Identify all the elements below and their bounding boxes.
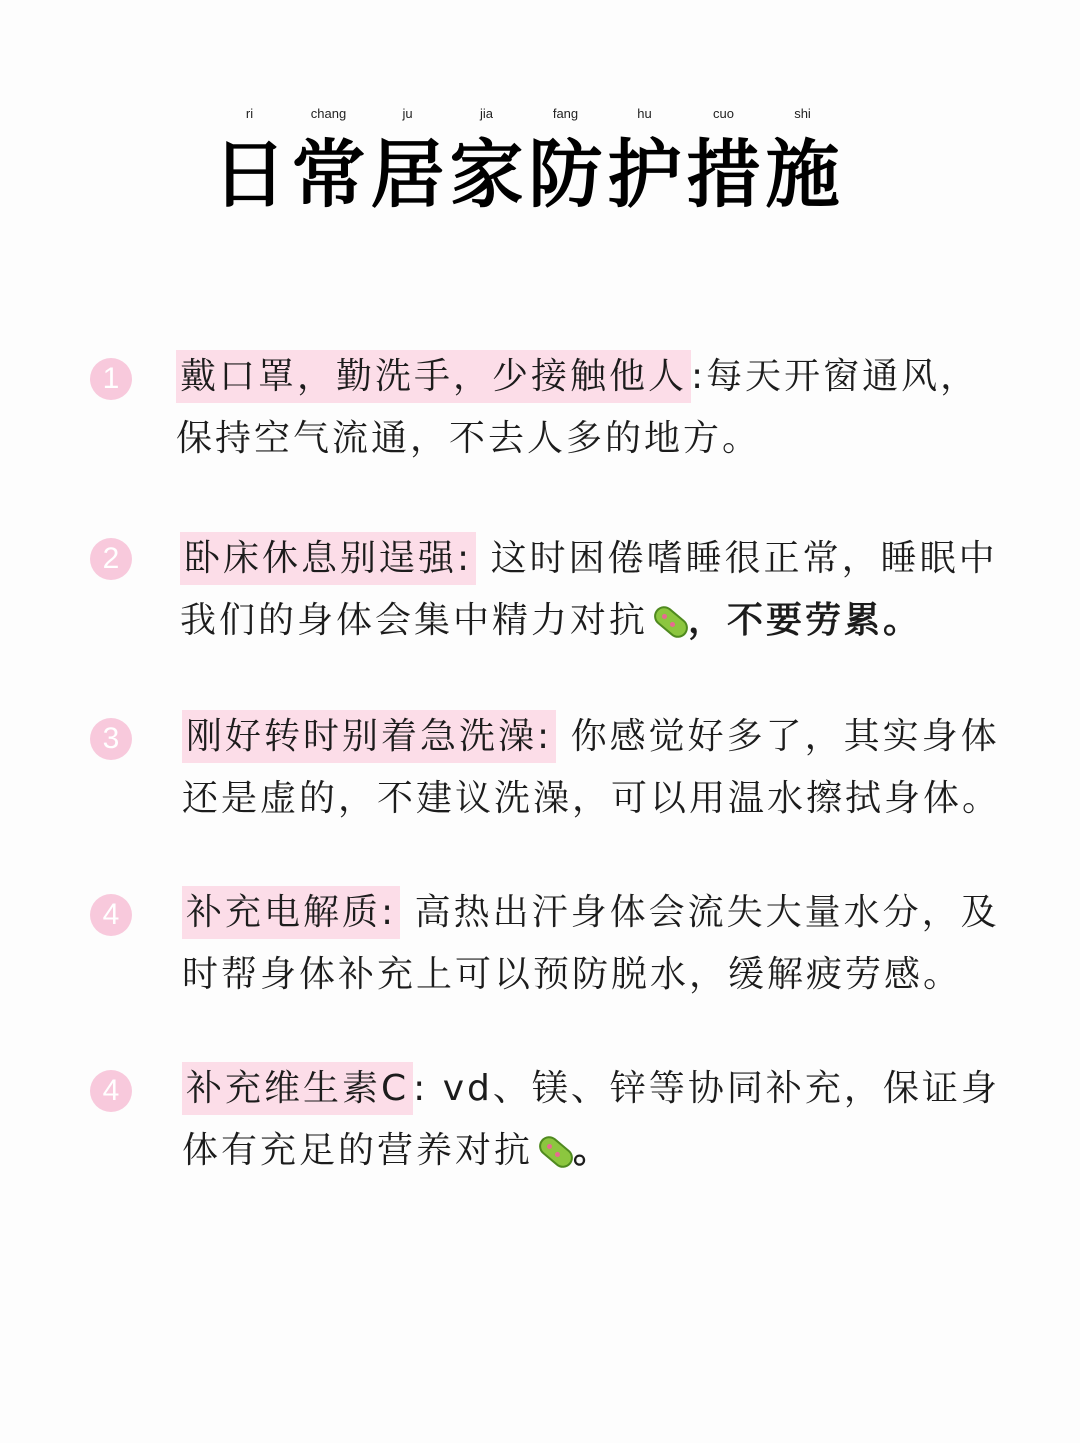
item-text (180, 528, 1010, 652)
item-tail: 。 (573, 1130, 613, 1171)
title-char: 日 (212, 132, 287, 218)
pinyin-syllable: jia (479, 106, 493, 121)
number-badge: 1 (90, 358, 132, 400)
item-highlight: 刚好转时别着急洗澡: (182, 710, 556, 763)
pinyin-syllable: cuo (713, 106, 734, 121)
page-title (210, 132, 870, 218)
item-body: 高热出汗身体会流失大量水分，及时帮身体补充上可以预防脱水，缓解疲劳感。 (182, 892, 1000, 995)
item-body: 这时困倦嗜睡很正常，睡眠中我们的身体会集中精力对抗 (180, 538, 998, 641)
item-text (182, 882, 1012, 1006)
title-pinyin-row (210, 106, 870, 128)
title-char: 常 (291, 132, 366, 218)
item-highlight: 卧床休息别逞强: (180, 532, 476, 585)
pinyin-syllable: ju (402, 106, 413, 121)
item-tail: ，不要劳累。 (688, 600, 923, 641)
title-char: 措 (686, 132, 761, 218)
item-body: : vd、镁、锌等协同补充，保证身体有充足的营养对抗 (182, 1068, 1000, 1171)
microbe-icon (533, 1130, 573, 1170)
item-text (182, 706, 1012, 830)
title-char: 施 (765, 132, 840, 218)
pinyin-syllable: fang (552, 106, 579, 121)
item-text (182, 1058, 1012, 1182)
pinyin-syllable: hu (637, 106, 652, 121)
pinyin-syllable: shi (794, 106, 811, 121)
item-body: :每天开窗通风，保持空气流通，不去人多的地方。 (176, 356, 980, 459)
title-char: 护 (607, 132, 682, 218)
microbe-icon (648, 600, 688, 640)
item-body: 你感觉好多了，其实身体还是虚的，不建议洗澡，可以用温水擦拭身体。 (182, 716, 1002, 819)
title-char: 家 (449, 132, 524, 218)
pinyin-syllable: ri (245, 106, 254, 121)
pinyin-syllable: chang (310, 106, 347, 121)
title-block (210, 106, 870, 218)
item-highlight: 戴口罩，勤洗手，少接触他人 (176, 350, 691, 403)
item-highlight: 补充电解质: (182, 886, 400, 939)
title-char: 防 (528, 132, 603, 218)
item-highlight: 补充维生素C (182, 1062, 413, 1115)
number-badge: 4 (90, 894, 132, 936)
number-badge: 4 (90, 1070, 132, 1112)
number-badge: 3 (90, 718, 132, 760)
number-badge: 2 (90, 538, 132, 580)
item-text (176, 346, 1006, 470)
title-char: 居 (370, 132, 445, 218)
